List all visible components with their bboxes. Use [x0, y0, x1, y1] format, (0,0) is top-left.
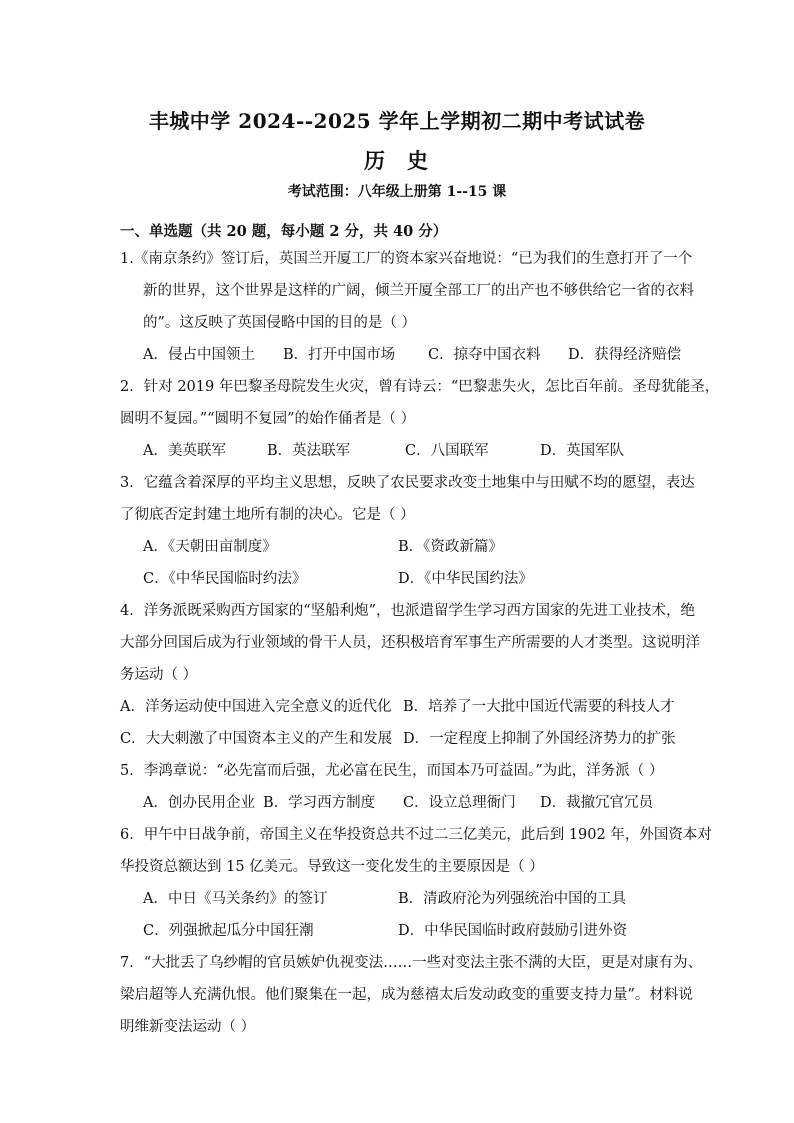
- question-text-line: 的”。这反映了英国侵略中国的目的是（ ）: [143, 315, 417, 331]
- question-text-line: 5．李鸿章说：“必先富而后强，尤必富在民生，而国本乃可益固。”为此，洋务派（ ）: [120, 763, 664, 779]
- option-d: D．获得经济赔偿: [568, 347, 682, 363]
- option-a: A．美英联军: [143, 443, 226, 459]
- question-text-line: 4．洋务派既采购西方国家的“坚船利炮”，也派遣留学生学习西方国家的先进工业技术，绝: [120, 603, 696, 619]
- option-b: B．学习西方制度: [263, 795, 376, 811]
- option-c: C．八国联军: [405, 443, 489, 459]
- option-a: A．洋务运动使中国进入完全意义的近代化: [120, 699, 392, 715]
- question-text-line: 3．它蕴含着深厚的平均主义思想，反映了农民要求改变土地集中与田赋不均的愿望，表达: [120, 475, 695, 491]
- exam-title: 丰城中学 2024--2025 学年上学期初二期中考试试卷: [148, 109, 646, 133]
- option-d: D．一定程度上抑制了外国经济势力的扩张: [403, 731, 676, 747]
- question-text-line: 了彻底否定封建土地所有制的决心。它是（ ）: [120, 507, 415, 523]
- question-text-line: 新的世界，这个世界是这样的广阔，倾兰开厦全部工厂的出产也不够供给它一省的衣料: [143, 283, 694, 299]
- subject-title: 历史: [364, 148, 450, 173]
- option-c: C．列强掀起瓜分中国狂潮: [143, 923, 314, 939]
- option-b: B．打开中国市场: [283, 347, 396, 363]
- option-a: A．中日《马关条约》的签订: [143, 891, 328, 907]
- question-text-line: 6．甲午中日战争前，帝国主义在华投资总共不过二三亿美元，此后到 1902 年，外国资本对: [120, 827, 712, 843]
- option-d: D．中华民国临时政府鼓励引进外资: [398, 923, 628, 939]
- question-text-line: 圆明不复园。”“圆明不复园”的始作俑者是（ ）: [120, 411, 416, 427]
- option-c: C．掠夺中国衣料: [428, 347, 541, 363]
- option-d: D．英国军队: [540, 443, 625, 459]
- question-text-line: 明维新变法运动（ ）: [120, 1019, 256, 1035]
- option-b: B．清政府沦为列强统治中国的工具: [398, 891, 627, 907]
- option-c: C．《中华民国临时约法》: [143, 571, 307, 587]
- question-text-line: 华投资总额达到 15 亿美元。导致这一变化发生的主要原因是（ ）: [120, 859, 544, 875]
- exam-scope: 考试范围：八年级上册第 1--15 课: [287, 184, 507, 200]
- question-text-line: 2．针对 2019 年巴黎圣母院发生火灾，曾有诗云：“巴黎悲失火，怎比百年前。圣母犹能圣，: [120, 379, 720, 395]
- question-text-line: 7．“大批丢了乌纱帽的官员嫉妒仇视变法……一些对变法主张不满的大臣，更是对康有为、: [120, 955, 703, 971]
- option-c: C．大大刺激了中国资本主义的产生和发展: [120, 731, 393, 747]
- option-a: A．《天朝田亩制度》: [143, 539, 277, 555]
- option-a: A．创办民用企业: [143, 795, 255, 811]
- option-a: A．侵占中国领土: [143, 347, 255, 363]
- question-text-line: 1.《南京条约》签订后，英国兰开厦工厂的资本家兴奋地说：“已为我们的生意打开了一个: [120, 251, 693, 267]
- question-text-line: 梁启超等人充满仇恨。他们聚集在一起，成为慈禧太后发动政变的重要支持力量”。材料说: [120, 987, 693, 1003]
- option-d: D．裁撤冗官冗员: [540, 795, 654, 811]
- option-d: D．《中华民国约法》: [398, 571, 533, 587]
- option-b: B．英法联军: [267, 443, 351, 459]
- option-b: B．《资政新篇》: [398, 539, 503, 555]
- question-text-line: 务运动（ ）: [120, 667, 198, 683]
- section-heading: 一、单选题（共 20 题，每小题 2 分，共 40 分）: [120, 223, 448, 240]
- option-b: B．培养了一大批中国近代需要的科技人才: [403, 699, 675, 715]
- question-text-line: 大部分回国后成为行业领域的骨干人员，还积极培育军事生产所需要的人才类型。这说明洋: [120, 635, 700, 651]
- option-c: C．设立总理衙门: [403, 795, 516, 811]
